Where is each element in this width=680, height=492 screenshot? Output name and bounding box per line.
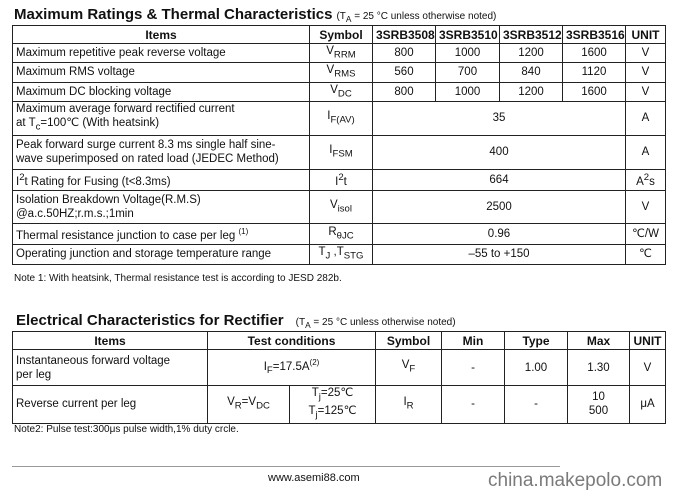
item-cell: Peak forward surge current 8.3 ms single half sine- wave superimposed on rated load (JEDEC Method) [13,135,310,169]
table-row [13,82,666,101]
symbol-cell: $I^2t$ [310,169,373,190]
header-type: Type [505,332,568,350]
value-cell: 800 [373,44,436,63]
table-row [13,63,666,82]
symbol-cell: $I_{F(AV)}$ [310,101,373,135]
unit-cell: ℃ [626,244,666,264]
unit-cell: V [630,350,666,386]
value-cell: 2500 [373,190,626,223]
unit-cell: A [626,135,666,169]
symbol-cell: $T_J$ $,T_{STG}$ [310,244,373,264]
min-cell: - [442,386,505,424]
note-2: Note2: Pulse test:300μs pulse width,1% duty crcle. [14,424,239,435]
unit-cell: V [626,190,666,223]
unit-cell: ℃/W [626,223,666,244]
type-cell: 1.00 [505,350,568,386]
symbol-cell: $I_{FSM}$ [310,135,373,169]
item-cell: Isolation Breakdown Voltage(R.M.S) @a.c.50HZ;r.m.s.;1min [13,190,310,223]
table-row [13,350,666,386]
ratings-header-row [13,26,666,44]
value-cell: 700 [436,63,500,82]
max-cell: 10 500 [568,386,630,424]
value-cell: 1200 [500,44,563,63]
symbol-cell: $V_F$ [376,350,442,386]
header-3srb3516: 3SRB3516 [563,26,626,44]
table-row [13,386,666,424]
value-cell: 35 [373,101,626,135]
value-cell: 1600 [563,44,626,63]
header-3srb3510: 3SRB3510 [436,26,500,44]
table-row [13,223,666,244]
ratings-title-row [14,6,496,24]
header-max: Max [568,332,630,350]
footer-divider [12,466,560,467]
watermark: china.makepolo.com [488,470,663,491]
header-symbol: Symbol [310,26,373,44]
value-cell: 800 [373,82,436,101]
max-cell: 1.30 [568,350,630,386]
test-condition-temp-cell: $T_j=25℃$ $T_j=125℃$ [290,386,376,424]
header-items: Items [13,332,208,350]
table-row [13,169,666,190]
symbol-cell: $V_{RRM}$ [310,44,373,63]
electrical-title-row [16,312,456,330]
value-cell: 1000 [436,82,500,101]
test-condition-cell: $V_R=V_{DC}$ [208,386,290,424]
item-cell: Operating junction and storage temperature range [13,244,310,264]
unit-cell: A [626,101,666,135]
symbol-cell: $R_{\theta JC}$ [310,223,373,244]
electrical-condition: ($T_A = 25$ °C unless otherwise noted) [295,317,456,330]
symbol-cell: $V_{DC}$ [310,82,373,101]
footer-website: www.asemi88.com [268,472,360,484]
unit-cell: V [626,82,666,101]
value-cell: 664 [373,169,626,190]
unit-cell: $A^2s$ [626,169,666,190]
item-cell: Maximum repetitive peak reverse voltage [13,44,310,63]
table-row [13,44,666,63]
unit-cell: μA [630,386,666,424]
electrical-header-row [13,332,666,350]
electrical-table [12,331,666,424]
value-cell: 400 [373,135,626,169]
value-cell: 1000 [436,44,500,63]
header-items: Items [13,26,310,44]
table-row [13,135,666,169]
value-cell: 0.96 [373,223,626,244]
value-cell: 1600 [563,82,626,101]
table-row [13,101,666,135]
table-row [13,244,666,264]
value-cell: 560 [373,63,436,82]
symbol-cell: $V_{RMS}$ [310,63,373,82]
header-unit: UNIT [630,332,666,350]
value-cell: –55 to +150 [373,244,626,264]
header-symbol: Symbol [376,332,442,350]
item-cell: Reverse current per leg [13,386,208,424]
unit-cell: V [626,44,666,63]
symbol-cell: $I_R$ [376,386,442,424]
value-cell: 1200 [500,82,563,101]
item-cell: Instantaneous forward voltage per leg [13,350,208,386]
header-3srb3512: 3SRB3512 [500,26,563,44]
value-cell: 840 [500,63,563,82]
ratings-table [12,25,666,265]
symbol-cell: $V_{isol}$ [310,190,373,223]
item-cell: $I^2t$ Rating for Fusing (t<8.3ms) [13,169,310,190]
unit-cell: V [626,63,666,82]
value-cell: 1120 [563,63,626,82]
note-1: Note 1: With heatsink, Thermal resistance test is according to JESD 282b. [14,273,342,284]
test-condition-cell: $I_F=17.5A^{(2)}$ [208,350,376,386]
item-cell: Maximum average forward rectified current at $T_c=100℃$ (With heatsink) [13,101,310,135]
min-cell: - [442,350,505,386]
table-row [13,190,666,223]
header-min: Min [442,332,505,350]
ratings-title: Maximum Ratings & Thermal Characteristics [14,6,333,23]
item-cell: Maximum RMS voltage [13,63,310,82]
header-test-conditions: Test conditions [208,332,376,350]
item-cell: Maximum DC blocking voltage [13,82,310,101]
electrical-title: Electrical Characteristics for Rectifier [16,312,284,329]
header-unit: UNIT [626,26,666,44]
ratings-condition: ($T_A = 25$ °C unless otherwise noted) [336,11,497,24]
type-cell: - [505,386,568,424]
item-cell: Thermal resistance junction to case per leg $^{(1)}$ [13,223,310,244]
header-3srb3508: 3SRB3508 [373,26,436,44]
